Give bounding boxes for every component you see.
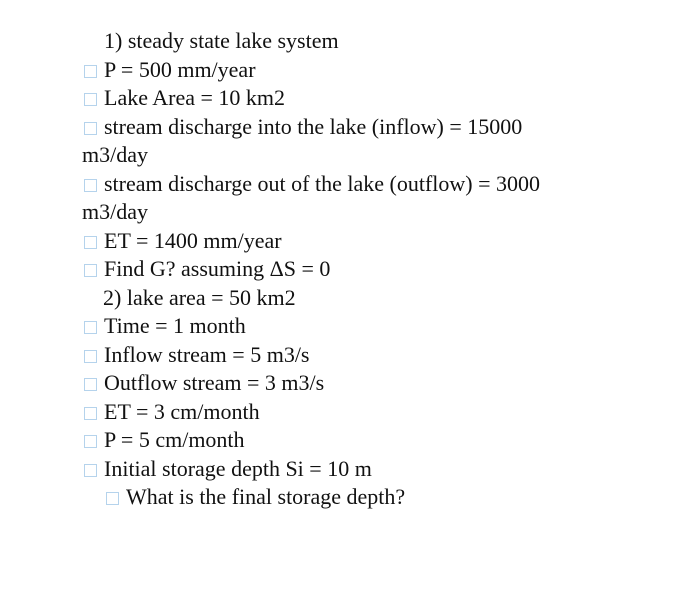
list-item-text: stream discharge into the lake (inflow) = 15000 [104,114,523,139]
list-item [84,114,522,142]
list-item [84,171,540,199]
list-item [84,57,256,85]
list-item [84,399,260,427]
checkbox-icon [84,93,97,106]
list-item-text: Lake Area = 10 km2 [104,85,286,110]
list-item-text: Initial storage depth Si = 10 m [104,456,372,481]
checkbox-icon [84,65,97,78]
checkbox-icon [84,122,97,135]
list-item-text: stream discharge out of the lake (outflow) = 3000 [104,171,540,196]
checkbox-icon [84,264,97,277]
list-item-text: ET = 3 cm/month [104,399,260,424]
checkbox-icon [84,435,97,448]
checkbox-icon [84,321,97,334]
list-item-text: Inflow stream = 5 m3/s [104,342,310,367]
list-item [84,456,372,484]
checkbox-icon [84,236,97,249]
list-item-continuation [82,142,148,170]
list-item-text: What is the final storage depth? [126,484,406,509]
checkbox-icon [106,492,119,505]
list-item [106,484,405,512]
list-item-text: Outflow stream = 3 m3/s [104,370,325,395]
list-item-text: P = 500 mm/year [104,57,256,82]
list-item-text: Time = 1 month [104,313,246,338]
checkbox-icon [84,350,97,363]
list-item-text: m3/day [82,142,148,167]
checkbox-icon [84,407,97,420]
section1-heading [104,28,339,56]
list-item [84,370,324,398]
list-item-text: ET = 1400 mm/year [104,228,282,253]
list-item [84,85,285,113]
checkbox-icon [84,464,97,477]
list-item [84,313,246,341]
checkbox-icon [84,378,97,391]
list-item [84,256,330,284]
list-item-text: m3/day [82,199,148,224]
section2-heading [103,285,296,313]
list-item [84,427,245,455]
list-item [84,342,310,370]
checkbox-icon [84,179,97,192]
list-item-text: Find G? assuming ΔS = 0 [104,256,331,281]
list-item-continuation [82,199,148,227]
section2-heading-text: 2) lake area = 50 km2 [103,285,296,310]
list-item-text: P = 5 cm/month [104,427,245,452]
section1-heading-text: 1) steady state lake system [104,28,339,53]
list-item [84,228,282,256]
